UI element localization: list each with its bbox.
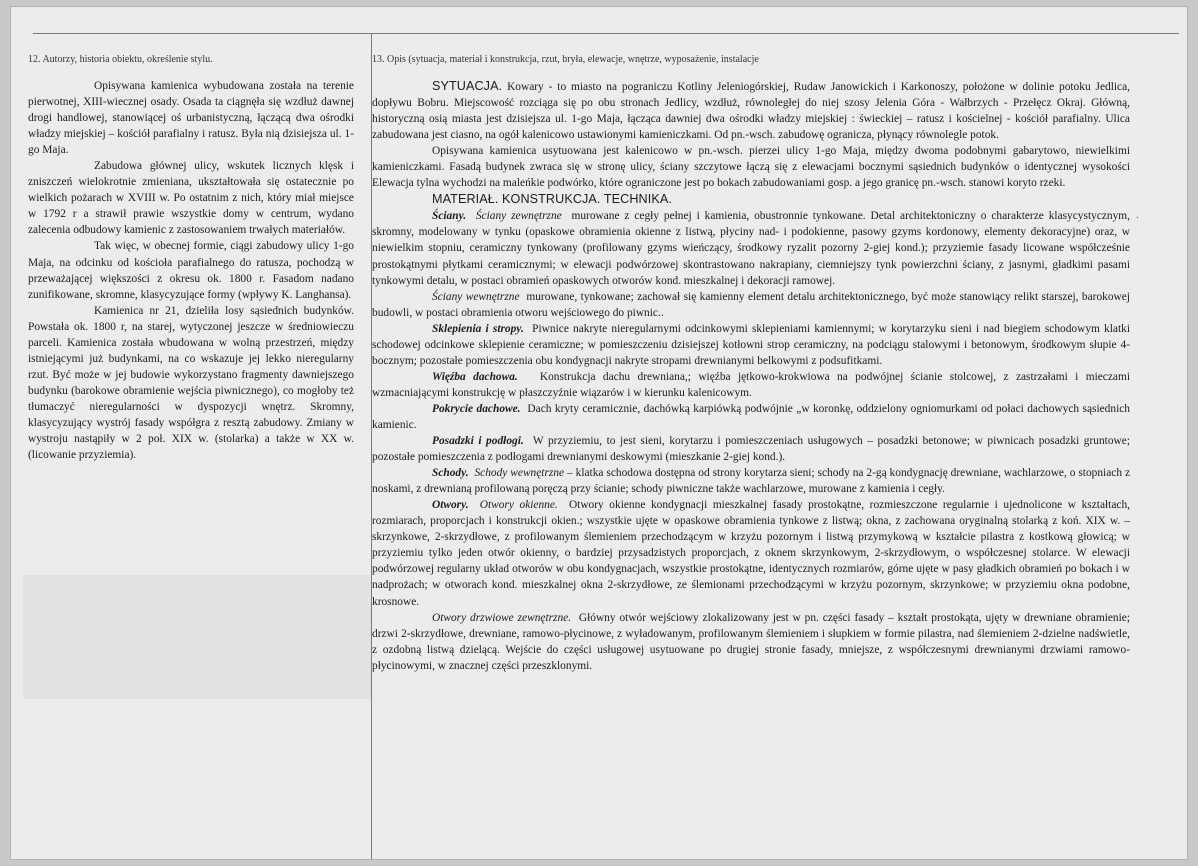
stairs-text: – klatka schodowa dostępna od strony korytarza sieni; schody na 2-gą kondygnację drewniane, wachlarzowe, o stopniach z noskami, z drewnianą profilowaną poręczą przy ścianie; schody piwniczne także wachlarzowe, murowane z kamienia i cegły. xyxy=(372,467,1130,496)
openings-win-text: Otwory okienne kondygnacji mieszkalnej fasady prostokątne, rozmieszczone regularnie i ujednolicone w kształtach, rozmiarach, proporcjach i konstrukcji okien.; wszystkie ujęte w opaskowe obramienia tynkowe z listwą; okna, z zachowana oryginalną stolarką z koń. XIX w. – skrzynkowe, 2-skrzydłowe, z profilowanym ślemieniem przechodzącym w krzyżu pozornym i listwą przymykową w kształcie pilastra z kostkową głowicą; w przyziemiu tylko jeden otwór okienny, o bardziej przysadzistych proporcjach, z oknem skrzynkowym, 2-skrzydłowym, o współczesnej stolarce. W elewacji podwórzowej regularny układ otworów w obu kondygnacjach, wszystkie prostokątne, identycznych rozmiarów, górne ujęte w pasy gładkich obramień po bokach i w nadprożach; w otworach kond. mieszkalnej okna 2-skrzydłowe, ze ślemionami przechodzącymi w krzyżu pozornym, skrzynkowe; w przyziemiu okna podobne, krosnowe. xyxy=(372,499,1130,608)
openings-paragraph xyxy=(372,497,1130,609)
right-column-heading: 13. Opis (sytuacja, materiał i konstrukcja, rzut, bryła, elewacje, wnętrze, wyposażenie, instalacje xyxy=(372,54,759,65)
situation-text: Kowary - to miasto na pograniczu Kotliny Jeleniogórskiej, Rudaw Janowickich i Karkonoszy, położone w dolinie potoku Jedlica, dopływu Bobru. Miejscowość rozciąga się po obu stronach Jedlicy, wzdłuż, równoległej do niej szosy Jelenia Góra - Wałbrzych - Przełęcz Okraj. Główną, historyczną osią miasta jest dzisiejsza ul. 1-go Maja, łącząca dawniej dwa ośrodki władzy miejskiej : świeckiej – ratusz i kościelnej - kościół parafialny. Ulica zabudowana jest ciasno, na ogół kalenicowo ustawionymi kamieniczkami. Od pn.-wsch. zabudowę ogranicza, płynący równolegle potok. xyxy=(372,81,1130,142)
situation-paragraph xyxy=(372,78,1130,143)
scan-shadow xyxy=(23,575,371,699)
walls-int-label: Ściany wewnętrzne xyxy=(432,290,520,303)
scan-mark: · xyxy=(1135,213,1139,224)
doors-paragraph xyxy=(372,610,1130,674)
top-rule xyxy=(33,33,1179,34)
roof-label: Pokrycie dachowe. xyxy=(432,402,521,415)
walls-label: Ściany. xyxy=(432,210,467,223)
left-column xyxy=(28,78,354,463)
stairs-label: Schody. xyxy=(432,467,469,480)
truss-label: Więźba dachowa. xyxy=(432,370,518,383)
openings-door-text: Główny otwór wejściowy zlokalizowany jest w pn. części fasady – kształt prostokąta, ujęty w drewniane obramienie; drzwi 2-skrzydłowe, drewniane, ramowo-płycinowe, z wyładowanym, profilowanym ślemieniem i słupkiem w formie pilastra, nad ślemieniem 2-dzielne nadświetle, z ozdobną listwą dzielącą. Wejście do części usługowej usytuowane po drugiej stronie fasady, mniejsze, z współczesnymi drewnianymi drzwiami ramowo-płycinowymi, w znacznej części przeszklonymi. xyxy=(372,611,1130,672)
openings-win-label: Otwory okienne. xyxy=(479,499,558,512)
left-column-heading: 12. Autorzy, historia obiektu, określenie stylu. xyxy=(28,54,213,65)
situation-label: SYTUACJA. xyxy=(432,79,503,93)
walls-paragraph xyxy=(372,208,1130,288)
right-column xyxy=(372,78,1130,674)
vaults-text: Piwnice nakryte nieregularnymi odcinkowymi sklepieniami kamiennymi; w korytarzyku sieni i nad biegiem schodowym klatki schodowej odcinkowe sklepienie ceramiczne; w pomieszczeniu dzisiejszej kotłowni strop ceramiczny, na podciągu stalowymi i betonowym, środkowym słupie 4-bocznym; pozostałe pomieszczenia obu kondygnacji nakryte stropami drewnianymi belkowymi z podsufitkami. xyxy=(372,322,1130,367)
walls-int-paragraph xyxy=(372,289,1130,321)
vaults-paragraph xyxy=(372,321,1130,369)
walls-ext-label: Ściany zewnętrzne xyxy=(475,210,562,223)
truss-paragraph xyxy=(372,369,1130,401)
history-paragraph-2: Zabudowa głównej ulicy, wskutek licznych klęsk i zniszczeń wielokrotnie zmieniana, ukształtowała się ostatecznie po wielkich pożarach w XVIII w. Po ostatnim z nich, który miał miejsce w 1792 r a strawił prawie wszystkie domy w centrum, wydano zalecenia odbudowy kamienic z zastosowaniem trwałych materiałów. xyxy=(28,160,354,237)
truss-text: Konstrukcja dachu drewniana,; więźba jętkowo-krokwiowa na podwójnej ścianie stolcowej, z zastrzałami i mieczami wzmacniającymi konstrukcję w płaszczyźnie wiązarów i w kierunku kalenicowym. xyxy=(372,370,1130,399)
material-heading-text: MATERIAŁ. KONSTRUKCJA. TECHNIKA. xyxy=(432,192,672,207)
walls-int-text: murowane, tynkowane; zachował się kamienny element detalu architektonicznego, być może stanowiący relikt starszej, barokowej budowli, w postaci obramienia otworu wejściowego do piwnic.. xyxy=(372,290,1130,319)
openings-door-label: Otwory drzwiowe zewnętrzne. xyxy=(432,611,572,624)
walls-ext-text: murowane z cegły pełnej i kamienia, obustronnie tynkowane. Detal architektoniczny o charakterze klasycystycznym, skromny, modelowany w tynku (opaskowe obramienia okienne z listwą, płyciny nad- i podokienne, pasowy gzyms kordonowy, elementy dekoracyjne) oraz, w niewielkim stopniu, ceramiczny tynkowany (profilowany gzyms wieńczący, środkowy ryzalit pozorny 2-giej kond.); przyziemie fasady licowane współcześnie prostokątnymi płytkami ceramicznymi; w elewacji podwórzowej skontrastowano nakrapiany, ciemniejszy tynk powierzchni ściany, z jasnymi, gładkimi pasami tynkowymi detalu, w postaci obramień opaskowych otworów kond. mieszkalnej i dekoracji ramowej. xyxy=(372,210,1131,287)
roof-paragraph xyxy=(372,401,1130,433)
history-paragraph-3: Tak więc, w obecnej formie, ciągi zabudowy ulicy 1-go Maja, na odcinku od kościoła parafialnego do ratusza, pochodzą w przeważającej większości z okresu ok. 1800 r. Fasadom nadano zunifikowane, skromne, klasycyzujące formy (wpływy K. Langhansa). xyxy=(28,240,354,301)
history-paragraph-1: Opisywana kamienica wybudowana została na terenie pierwotnej, XIII-wiecznej osady. Osada ta ciągnęła się wzdłuż dawnej drogi handlowej, stanowiącej oś urbanistyczną, łączącą dwa ośrodki władzy miejskiej – kościół parafialny i ratusz. Była nią dzisiejsza ul. 1-go Maja. xyxy=(28,80,354,157)
stairs-paragraph xyxy=(372,465,1130,497)
floors-label: Posadzki i podłogi. xyxy=(432,435,524,448)
openings-label: Otwory. xyxy=(432,499,469,512)
floors-paragraph xyxy=(372,433,1130,465)
history-paragraph-4: Kamienica nr 21, dzieliła losy sąsiednich budynków. Powstała ok. 1800 r, na starej, wytyczonej jeszcze w średniowieczu parceli. Kamienica została wbudowana w wolną przestrzeń, między istniejącymi już budynkami, na co wskazuje jej lekko nieregularny rzut. Być może w jej budowie wykorzystano fragmenty dawniejszego budynku (barokowe obramienie wejścia piwnicznego), co mogłoby też tłumaczyć nieregularności w dyspozycji wnętrz. Skromny, klasycyzujący wystrój fasady współgra z resztą zabudowy. Zmiany w wystroju nastąpiły w 2 poł. XIX w. (stolarka) a także w XX w. (licowanie przyziemia). xyxy=(28,304,354,462)
floors-text: W przyziemiu, to jest sieni, korytarzu i pomieszczeniach usługowych – posadzki betonowe; w piwnicach posadzki gruntowe; pozostałe pomieszczenia z podłogami drewnianymi deskowymi (mieszkanie 2-giej kond.). xyxy=(372,435,1130,464)
vaults-label: Sklepienia i stropy. xyxy=(432,322,524,335)
roof-text: Dach kryty ceramicznie, dachówką karpiówką podwójnie „w koronkę, oddzielony ogniomurkami od połaci dachowych sąsiednich kamienic. xyxy=(372,402,1130,431)
stairs-int-label: Schody wewnętrzne xyxy=(474,467,565,480)
location-paragraph: Opisywana kamienica usytuowana jest kalenicowo w pn.-wsch. pierzei ulicy 1-go Maja, między dwoma podobnymi gabarytowo, niewielkimi kamieniczkami. Fasadą budynek zwraca się w stronę ulicy, ściany szczytowe łączą się z elewacjami bocznymi sąsiednich budynków o identycznej wysokości Elewacja tylna wychodzi na maleńkie podwórko, które ograniczone jest po bokach zabudowaniami gosp. a jego granicę pn.-wsch. stanowi koryto rzeki. xyxy=(372,145,1130,190)
material-heading xyxy=(372,191,1130,208)
